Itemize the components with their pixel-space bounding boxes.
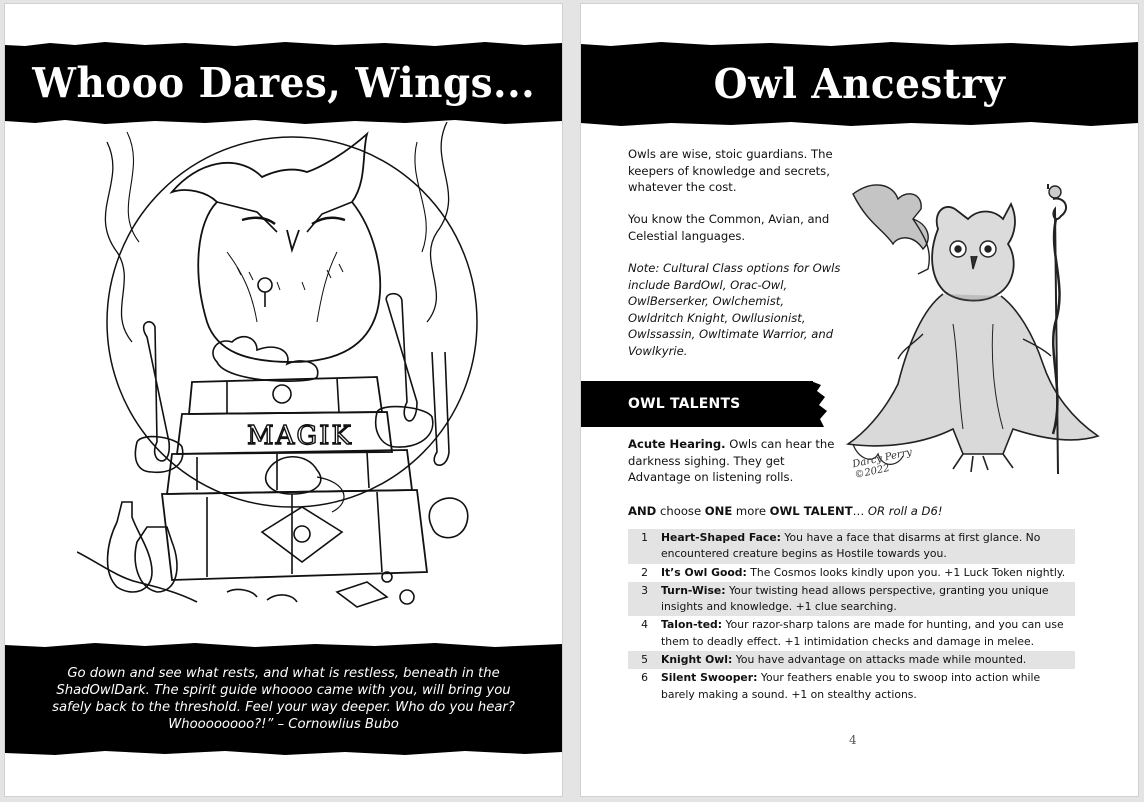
one-keyword: ONE	[704, 504, 733, 518]
owl-talent-keyword: OWL TALENT	[769, 504, 853, 518]
choose-talent-line	[628, 503, 1098, 520]
talent-row	[628, 669, 1075, 704]
talent-number: 6	[641, 671, 648, 685]
rough-edge-bottom	[5, 749, 562, 757]
acute-hearing-name: Acute Hearing.	[628, 437, 726, 451]
quote-banner	[5, 647, 562, 751]
talent-name: Talon-ted:	[661, 618, 723, 632]
rough-edge-right	[811, 381, 827, 427]
right-page	[581, 4, 1138, 796]
talent-text: The Cosmos looks kindly upon you. +1 Luck Token nightly.	[746, 565, 1066, 579]
left-page	[5, 4, 562, 796]
talent-row	[628, 529, 1075, 564]
talent-row	[628, 582, 1075, 617]
talent-name: Knight Owl:	[661, 653, 733, 667]
talent-name: Turn-Wise:	[661, 583, 726, 597]
choose-text: choose	[656, 504, 705, 518]
languages-paragraph: You know the Common, Avian, and Celestial languages.	[628, 212, 830, 243]
intro-paragraph: Owls are wise, stoic guardians. The keepers of knowledge and secrets, whatever the cost.	[628, 147, 833, 194]
rough-edge-top	[5, 40, 562, 48]
talent-text: You have advantage on attacks made while mounted.	[732, 653, 1027, 667]
page-number: 4	[849, 733, 857, 747]
page-title: Owl Ancestry	[713, 60, 1006, 108]
talent-text: Your razor-sharp talons are made for hunting, and you can use them to deadly effect. +1 intimidation checks and damage in melee.	[661, 618, 1064, 648]
talent-description	[661, 530, 1075, 563]
talent-description	[661, 583, 1075, 616]
talent-number: 4	[641, 618, 648, 632]
section-heading-band	[581, 381, 813, 427]
more-text: more	[732, 504, 770, 518]
talent-text: Your twisting head allows perspective, granting you unique insights and knowledge. +1 clue searching.	[661, 583, 1049, 614]
owl-treasure-illustration	[77, 122, 497, 622]
talent-row	[628, 564, 1075, 582]
talent-number: 5	[641, 653, 648, 667]
left-title-banner	[5, 46, 562, 120]
section-heading: OWL TALENTS	[628, 396, 741, 412]
roll-d6-text: OR roll a D6!	[867, 504, 943, 518]
page-title: Whooo Dares, Wings...	[32, 59, 535, 107]
talent-number: 1	[641, 531, 648, 544]
talent-description	[661, 617, 1075, 650]
rough-edge-bottom	[581, 120, 1138, 128]
talent-name: Silent Swooper:	[661, 671, 758, 685]
talent-table	[628, 529, 1075, 704]
talent-text: You have a face that disarms at first glance. No encountered creature begins as Hostile towards you.	[661, 531, 1041, 561]
talent-description	[661, 652, 1075, 668]
talent-description	[661, 565, 1075, 581]
talent-number: 3	[641, 583, 648, 597]
talent-row	[628, 651, 1075, 669]
acute-hearing-paragraph	[628, 436, 838, 486]
ellipsis-text: …	[852, 504, 868, 518]
artist-signature: Darcy Perry ©2022	[851, 446, 914, 482]
cultural-class-note: Note: Cultural Class options for Owls include BardOwl, Orac-Owl, OwlBerserker, Owlchemist, Owldritch Knight, Owllusionist, Owlssassin, Owltimate Warrior, and Vowlkyrie.	[628, 261, 841, 358]
talent-description	[661, 670, 1075, 703]
magik-book-label: MAGIK	[247, 421, 353, 451]
rough-edge-top	[581, 40, 1138, 48]
talent-number: 2	[641, 565, 648, 579]
talent-row	[628, 616, 1075, 651]
talent-name: It’s Owl Good:	[661, 565, 747, 579]
owl-wizard-illustration	[843, 174, 1105, 484]
flavor-quote: Go down and see what rests, and what is restless, beneath in the ShadOwlDark. The spirit guide whoooo came with you, will bring you safely back to the threshold. Feel your way deeper. Who do you hear? Whoooooooo?!” – Cornowlius Bubo	[52, 666, 515, 732]
and-keyword: AND	[628, 504, 657, 518]
rough-edge-top	[5, 641, 562, 649]
acute-hearing-text: Owls can hear the darkness sighing. They get Advantage on listening rolls.	[628, 437, 835, 484]
right-title-banner	[581, 46, 1138, 122]
talent-name: Heart-Shaped Face:	[661, 531, 781, 544]
talent-text: Your feathers enable you to swoop into action while barely making a sound. +1 on stealthy actions.	[661, 671, 1041, 701]
